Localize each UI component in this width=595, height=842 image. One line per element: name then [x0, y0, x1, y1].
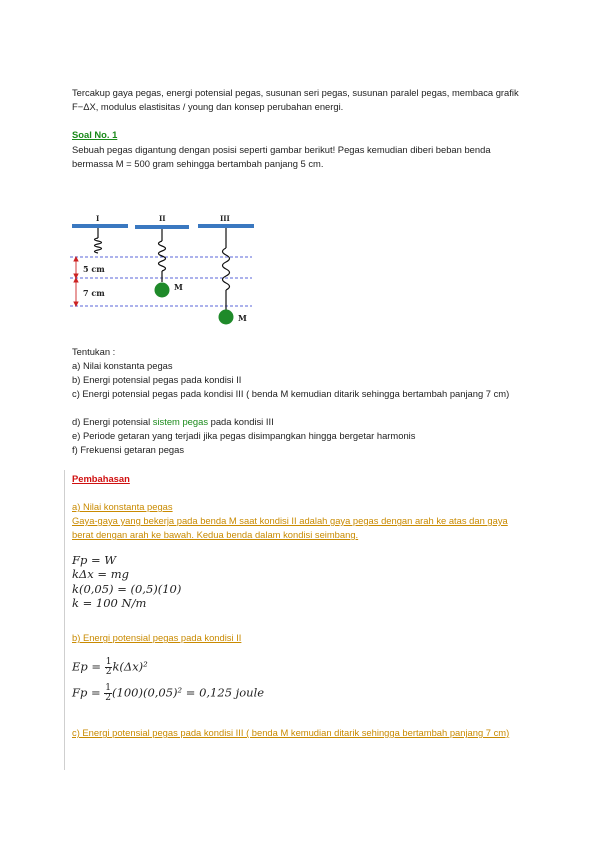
task-f: f) Frekuensi getaran pegas	[72, 444, 185, 455]
dimension-arrow-7cm	[74, 278, 78, 306]
eq-b2	[72, 684, 264, 703]
spring-figure	[66, 208, 266, 328]
spring-ii	[159, 229, 166, 282]
intro-paragraph: Tercakup gaya pegas, energi potensial pegas, susunan seri pegas, susunan paralel pegas, membaca grafik F−ΔX, modulus elastisitas / young dan konsep perubahan energi.	[72, 87, 519, 112]
task-d-prefix: d) Energi potensial	[72, 416, 153, 427]
label-ii: II	[159, 214, 166, 223]
solution-a-text: Gaya-gaya yang bekerja pada benda M saat kondisi II adalah gaya pegas dengan arah ke atas dan gaya berat dengan arah ke bawah. Kedua benda dalam kondisi seimbang.	[72, 515, 508, 540]
soal-heading: Soal No. 1	[72, 129, 118, 140]
ceiling-bar-iii	[198, 224, 254, 228]
task-d-suffix: pada kondisi III	[208, 416, 274, 427]
task-e: e) Periode getaran yang terjadi jika pegas disimpangkan hingga bergetar harmonis	[72, 430, 416, 441]
solution-b-title: b) Energi potensial pegas pada kondisi II	[72, 632, 242, 643]
eq-b1-lhs: Ep =	[72, 659, 105, 674]
mass-iii	[219, 310, 234, 325]
left-border-line	[64, 470, 65, 770]
dim-label-5cm: 5 cm	[83, 264, 105, 274]
task-a: a) Nilai konstanta pegas	[72, 360, 173, 371]
eq-a1: Fp = W	[72, 553, 117, 567]
task-c: c) Energi potensial pegas pada kondisi III ( benda M kemudian ditarik sehingga bertambah panjang 7 cm)	[72, 388, 510, 399]
eq-b1	[72, 658, 148, 677]
task-d	[72, 415, 527, 429]
mass-label-ii: M	[174, 282, 183, 292]
label-i: I	[96, 214, 100, 223]
eq-b2-lhs: Fp =	[72, 685, 105, 700]
spring-i	[95, 228, 102, 253]
eq-b2-rhs: (100)(0,05)² = 0,125 joule	[112, 685, 265, 700]
mass-ii	[155, 283, 170, 298]
mass-label-iii: M	[238, 313, 247, 323]
ceiling-bar-ii	[135, 225, 189, 229]
solution-c-title: c) Energi potensial pegas pada kondisi III ( benda M kemudian ditarik sehingga bertambah panjang 7 cm)	[72, 727, 510, 738]
pembahasan-heading: Pembahasan	[72, 473, 130, 484]
eq-b1-rhs: k(Δx)²	[112, 659, 148, 674]
eq-a3: k(0,05) = (0,5)(10)	[72, 582, 182, 596]
soal-text: Sebuah pegas digantung dengan posisi seperti gambar berikut! Pegas kemudian diberi beban benda bermassa M = 500 gram sehingga bertambah panjang 5 cm.	[72, 144, 491, 169]
fraction-half: $\frac{1}{2}$	[105, 683, 112, 703]
task-b: b) Energi potensial pegas pada kondisi II	[72, 374, 242, 385]
eq-a2: kΔx = mg	[72, 567, 129, 581]
eq-a4: k = 100 N/m	[72, 596, 147, 610]
sistem-pegas-link[interactable]: sistem pegas	[152, 416, 209, 427]
dimension-arrow-5cm	[74, 257, 78, 278]
label-iii: III	[220, 214, 230, 223]
ceiling-bar-i	[72, 224, 128, 228]
dim-label-7cm: 7 cm	[83, 288, 105, 298]
fraction-half: $\frac{1}{2}$	[105, 657, 112, 677]
spring-iii	[223, 228, 230, 310]
tasks-title: Tentukan :	[72, 346, 116, 357]
solution-a-title: a) Nilai konstanta pegas	[72, 501, 173, 512]
